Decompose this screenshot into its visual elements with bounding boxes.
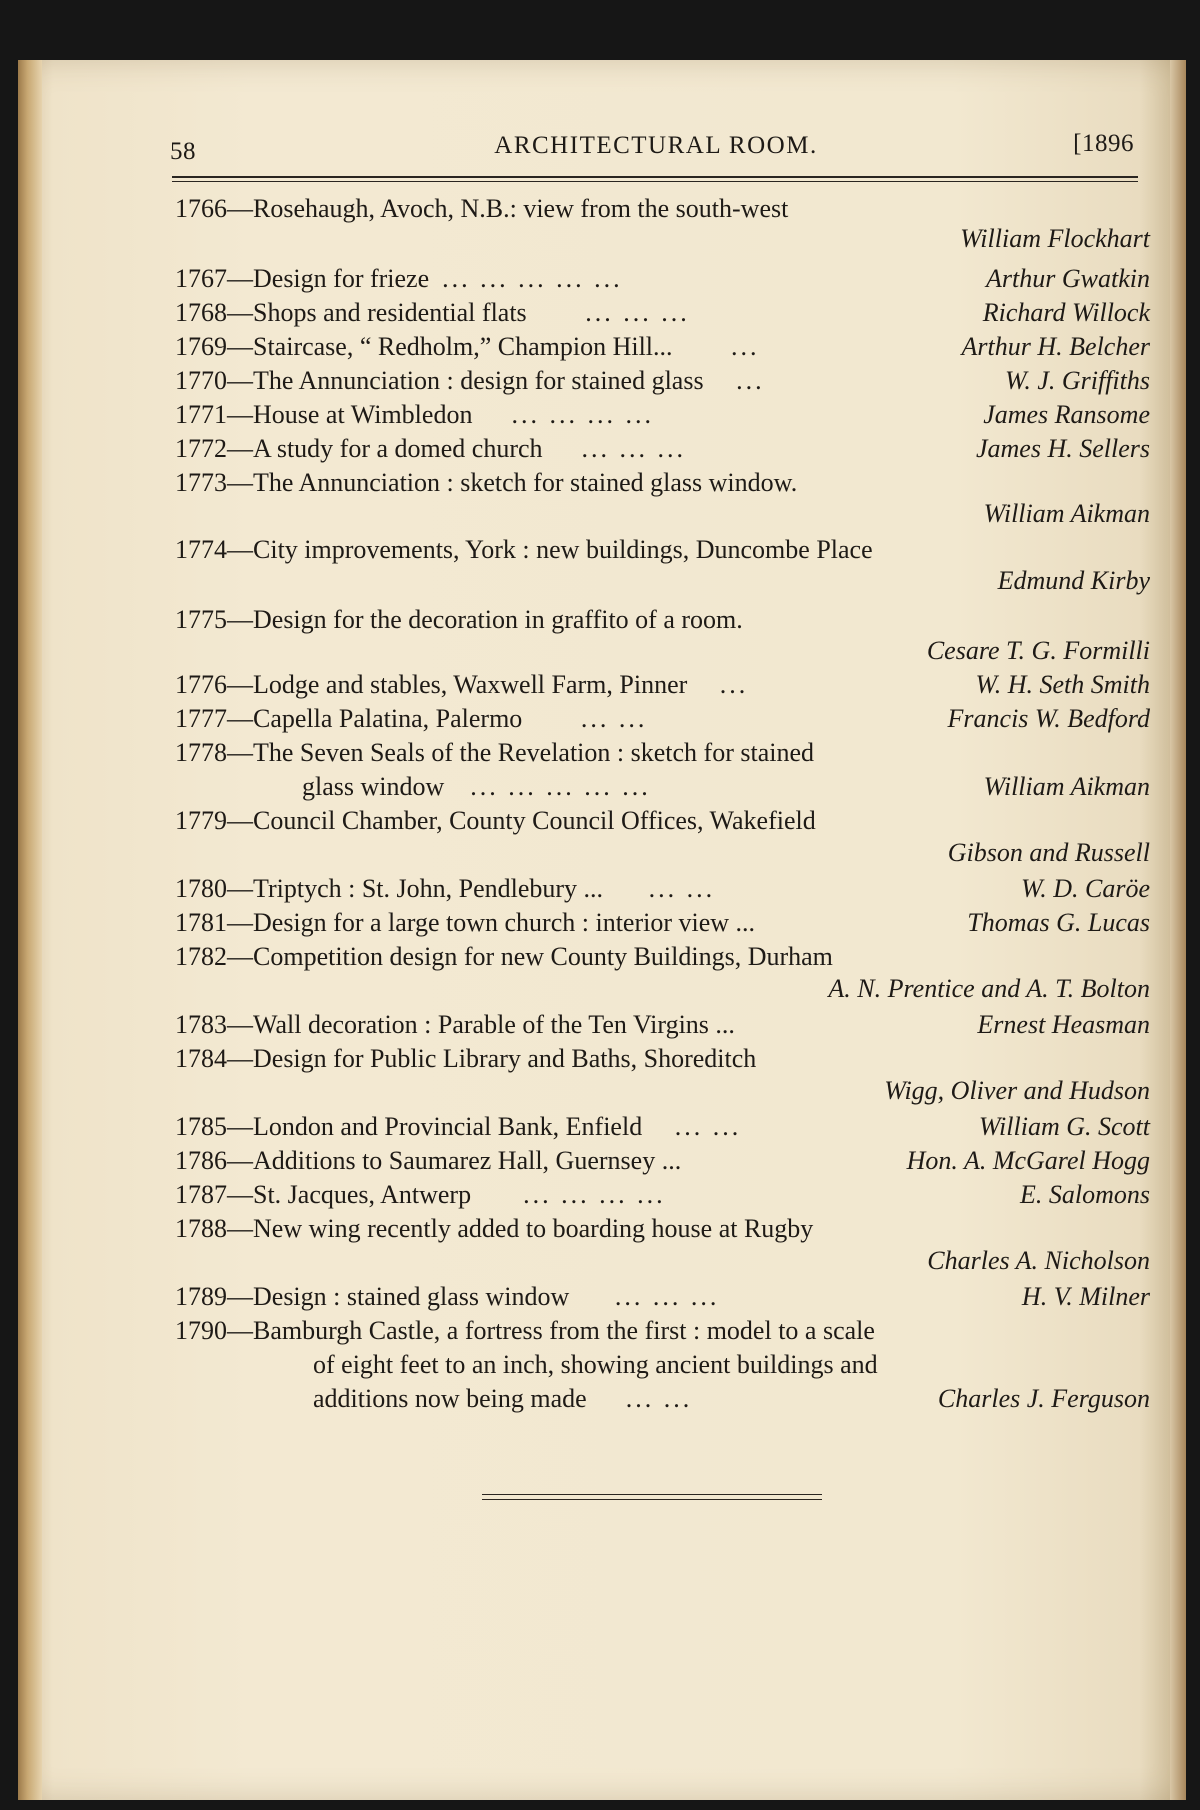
entry-title: Triptych : St. John, Pendlebury ... <box>253 874 604 903</box>
entry-number: 1769 <box>175 332 227 361</box>
entry-author: James H. Sellers <box>975 434 1150 463</box>
catalogue-entry: 1779—Council Chamber, County Council Offices, Wakefield <box>175 806 816 835</box>
entry-title: Design for Public Library and Baths, Shoreditch <box>253 1044 757 1073</box>
entry-title: Design for frieze <box>253 264 430 293</box>
entry-number: 1779 <box>175 806 227 835</box>
closing-rule-bottom <box>482 1499 822 1500</box>
entry-number: 1768 <box>175 298 227 327</box>
leader-dots: ... ... ... <box>581 434 687 463</box>
catalogue-entry: 1777—Capella Palatina, Palermo ... ... Francis W. Bedford <box>175 702 1150 736</box>
entry-title: Competition design for new County Buildings, Durham <box>253 942 833 971</box>
entry-number: 1774 <box>175 535 227 564</box>
entry-number: 1788 <box>175 1214 227 1243</box>
entry-title: Rosehaugh, Avoch, N.B.: view from the south-west <box>253 194 789 223</box>
entry-author: Charles J. Ferguson <box>937 1384 1150 1413</box>
entry-title: Bamburgh Castle, a fortress from the first : model to a scale <box>253 1316 875 1345</box>
entry-number: 1767 <box>175 264 227 293</box>
entry-title: A study for a domed church <box>253 434 543 463</box>
entry-author: A. N. Prentice and A. T. Bolton <box>828 974 1150 1003</box>
catalogue-entry: 1773—The Annunciation : sketch for stained glass window. <box>175 468 798 497</box>
leader-dots: ... <box>731 332 760 361</box>
entry-title: St. Jacques, Antwerp <box>253 1180 472 1209</box>
entry-title: Design for a large town church : interior view ... <box>253 908 756 937</box>
entry-author: William Flockhart <box>960 224 1150 253</box>
entry-author: W. J. Griffiths <box>1005 366 1150 395</box>
entry-author: Arthur H. Belcher <box>961 332 1150 361</box>
leader-dots: ... ... <box>625 1384 693 1413</box>
entry-number: 1771 <box>175 400 227 429</box>
catalogue-entry: 1775—Design for the decoration in graffito of a room. <box>175 605 743 634</box>
entry-author: James Ransome <box>983 400 1150 429</box>
catalogue-entry: 1770—The Annunciation : design for stained glass ... W. J. Griffiths <box>175 364 1150 398</box>
entry-author: William G. Scott <box>978 1112 1150 1141</box>
entry-author: Arthur Gwatkin <box>986 264 1150 293</box>
leader-dots: ... ... <box>648 874 716 903</box>
entry-number: 1784 <box>175 1044 227 1073</box>
entry-number: 1775 <box>175 605 227 634</box>
catalogue-entry: 1767—Design for frieze ... ... ... ... ... Arthur Gwatkin <box>175 262 1150 296</box>
leader-dots: ... ... ... ... <box>511 400 654 429</box>
catalogue-entry: 1790—Bamburgh Castle, a fortress from the first : model to a scale <box>175 1316 875 1345</box>
closing-rule-top <box>482 1494 822 1495</box>
year-marker: [1896 <box>1073 130 1134 157</box>
catalogue-entry-continuation <box>175 1382 1150 1416</box>
entry-number: 1785 <box>175 1112 227 1141</box>
entry-title: The Seven Seals of the Revelation : sketch for stained <box>253 738 815 767</box>
entry-number: 1766 <box>175 194 227 223</box>
entry-number: 1773 <box>175 468 227 497</box>
entry-title: House at Wimbledon <box>253 400 473 429</box>
entry-title: The Annunciation : design for stained glass <box>253 366 704 395</box>
entry-title: Lodge and stables, Waxwell Farm, Pinner <box>253 670 688 699</box>
catalogue-entry: 1774—City improvements, York : new buildings, Duncombe Place <box>175 535 873 564</box>
header-rule-top <box>172 176 1138 178</box>
catalogue-entry: 1771—House at Wimbledon ... ... ... ... James Ransome <box>175 398 1150 432</box>
catalogue-entry: 1782—Competition design for new County Buildings, Durham <box>175 942 833 971</box>
entry-author: W. D. Caröe <box>1020 874 1150 903</box>
entry-author: Francis W. Bedford <box>947 704 1150 733</box>
catalogue-entry-continuation <box>175 770 1150 804</box>
entry-title: New wing recently added to boarding house at Rugby <box>253 1214 814 1243</box>
entry-author: Wigg, Oliver and Hudson <box>884 1076 1150 1105</box>
running-head <box>170 130 1142 166</box>
entry-author: Ernest Heasman <box>977 1010 1150 1039</box>
entry-author: W. H. Seth Smith <box>975 670 1150 699</box>
catalogue-entry: 1778—The Seven Seals of the Revelation : sketch for stained <box>175 738 815 767</box>
catalogue-entry: 1769—Staircase, “ Redholm,” Champion Hill... ... Arthur H. Belcher <box>175 330 1150 364</box>
entry-title: Council Chamber, County Council Offices, Wakefield <box>253 806 816 835</box>
leader-dots: ... ... ... ... ... <box>442 264 623 293</box>
entry-title: City improvements, York : new buildings, Duncombe Place <box>253 535 873 564</box>
page-title: ARCHITECTURAL ROOM. <box>494 132 818 159</box>
catalogue-entry: 1783—Wall decoration : Parable of the Ten Virgins ... Ernest Heasman <box>175 1008 1150 1042</box>
entry-title: London and Provincial Bank, Enfield <box>253 1112 643 1141</box>
leader-dots: ... ... ... ... ... <box>470 772 651 801</box>
entry-number: 1786 <box>175 1146 227 1175</box>
catalogue-entry: 1784—Design for Public Library and Baths, Shoreditch <box>175 1044 757 1073</box>
entry-title: Capella Palatina, Palermo <box>253 704 523 733</box>
catalogue-entry: 1789—Design : stained glass window ... ... ... H. V. Milner <box>175 1280 1150 1314</box>
catalogue-entry: 1780—Triptych : St. John, Pendlebury ... ... ... W. D. Caröe <box>175 872 1150 906</box>
header-rule-bottom <box>172 181 1138 182</box>
leader-dots: ... <box>719 670 749 699</box>
entry-number: 1790 <box>175 1316 227 1345</box>
entry-author: Charles A. Nicholson <box>927 1246 1150 1275</box>
entry-number: 1789 <box>175 1282 227 1311</box>
entry-author: William Aikman <box>983 772 1150 801</box>
entry-title: The Annunciation : sketch for stained glass window. <box>253 468 798 497</box>
leader-dots: ... ... ... ... <box>523 1180 666 1209</box>
entry-author: E. Salomons <box>1020 1180 1150 1209</box>
entry-title: Design for the decoration in graffito of a room. <box>253 605 743 634</box>
leader-dots: ... ... <box>580 704 648 733</box>
entry-author: Hon. A. McGarel Hogg <box>906 1146 1150 1175</box>
entry-number: 1772 <box>175 434 227 463</box>
entry-number: 1777 <box>175 704 227 733</box>
catalogue-entry: 1787—St. Jacques, Antwerp ... ... ... ... E. Salomons <box>175 1178 1150 1212</box>
entry-author: Cesare T. G. Formilli <box>926 636 1150 665</box>
entry-author: Thomas G. Lucas <box>967 908 1150 937</box>
entry-number: 1778 <box>175 738 227 767</box>
entry-title: Staircase, “ Redholm,” Champion Hill... <box>253 332 673 361</box>
entry-title-continuation: of eight feet to an inch, showing ancient buildings and <box>313 1350 878 1379</box>
entry-number: 1781 <box>175 908 227 937</box>
entry-number: 1776 <box>175 670 227 699</box>
catalogue-entry: 1766—Rosehaugh, Avoch, N.B.: view from the south-west <box>175 194 789 223</box>
entry-title: Wall decoration : Parable of the Ten Virgins ... <box>253 1010 735 1039</box>
entry-number: 1770 <box>175 366 227 395</box>
entry-author: Edmund Kirby <box>997 566 1150 595</box>
catalogue-entry: 1776—Lodge and stables, Waxwell Farm, Pinner ... W. H. Seth Smith <box>175 668 1150 702</box>
catalogue-entry: 1785—London and Provincial Bank, Enfield ... ... William G. Scott <box>175 1110 1150 1144</box>
catalogue-entry: 1781—Design for a large town church : interior view ... Thomas G. Lucas <box>175 906 1150 940</box>
entry-author: Richard Willock <box>982 298 1150 327</box>
entry-number: 1782 <box>175 942 227 971</box>
entry-number: 1783 <box>175 1010 227 1039</box>
entry-number: 1787 <box>175 1180 227 1209</box>
catalogue-entry: 1786—Additions to Saumarez Hall, Guernsey ... Hon. A. McGarel Hogg <box>175 1144 1150 1178</box>
catalogue-entry: 1772—A study for a domed church ... ... ... James H. Sellers <box>175 432 1150 466</box>
entry-author: H. V. Milner <box>1021 1282 1150 1311</box>
entry-title: Shops and residential flats <box>253 298 527 327</box>
entry-title: Design : stained glass window <box>253 1282 570 1311</box>
leader-dots: ... <box>736 366 765 395</box>
entry-title-continuation: glass window <box>302 772 445 801</box>
leader-dots: ... ... ... <box>585 298 690 327</box>
entry-author: William Aikman <box>983 499 1150 528</box>
page-number: 58 <box>170 138 196 165</box>
entry-title: Additions to Saumarez Hall, Guernsey ... <box>253 1146 682 1175</box>
entry-author: Gibson and Russell <box>947 838 1150 867</box>
entry-title-continuation: additions now being made <box>313 1384 587 1413</box>
entry-number: 1780 <box>175 874 227 903</box>
catalogue-entry: 1788—New wing recently added to boarding house at Rugby <box>175 1214 814 1243</box>
leader-dots: ... ... <box>674 1112 742 1141</box>
leader-dots: ... ... ... <box>614 1282 720 1311</box>
catalogue-entry: 1768—Shops and residential flats ... ... ... Richard Willock <box>175 296 1150 330</box>
